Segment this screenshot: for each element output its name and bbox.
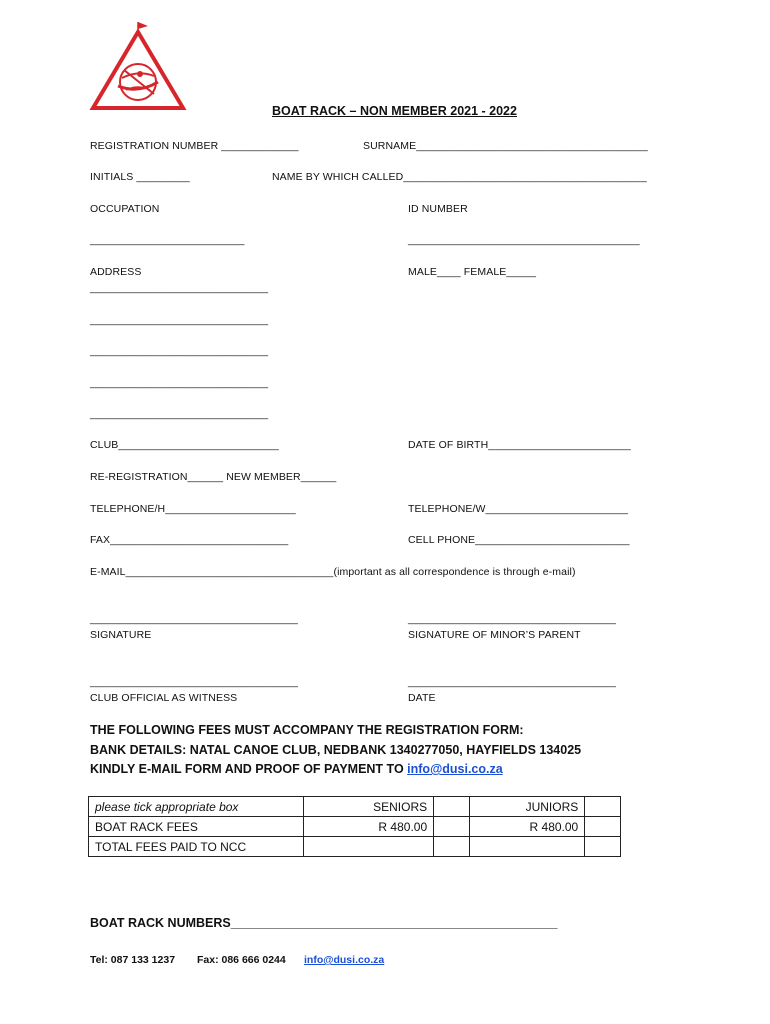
table-cell[interactable]: [469, 837, 584, 857]
club-field[interactable]: CLUB___________________________: [90, 439, 279, 451]
address-line[interactable]: ______________________________: [90, 377, 269, 389]
tick-box[interactable]: [434, 817, 470, 837]
email-link[interactable]: info@dusi.co.za: [407, 762, 503, 776]
tick-box[interactable]: [585, 817, 621, 837]
address-line[interactable]: ______________________________: [90, 408, 269, 420]
surname-field[interactable]: SURNAME_______________________________________: [363, 140, 648, 152]
male-female-field[interactable]: MALE____ FEMALE_____: [408, 266, 537, 278]
logo-text: IDUTSIE NATAL KANU CLUB: [104, 106, 164, 111]
table-cell: R 480.00: [469, 817, 584, 837]
initials-field[interactable]: INITIALS _________: [90, 171, 190, 183]
table-cell: JUNIORS: [469, 797, 584, 817]
telephone-home-field[interactable]: TELEPHONE/H______________________: [90, 503, 296, 515]
tick-box[interactable]: [585, 837, 621, 857]
registration-type-field[interactable]: RE-REGISTRATION______ NEW MEMBER______: [90, 471, 337, 483]
telephone-work-field[interactable]: TELEPHONE/W________________________: [408, 503, 629, 515]
occupation-label: OCCUPATION: [90, 203, 160, 215]
cell-phone-field[interactable]: CELL PHONE__________________________: [408, 534, 630, 546]
signature-line[interactable]: ___________________________________: [90, 613, 298, 625]
tick-box[interactable]: [585, 797, 621, 817]
table-cell: SENIORS: [304, 797, 434, 817]
witness-signature-line[interactable]: ___________________________________: [90, 676, 298, 688]
bank-details: BANK DETAILS: NATAL CANOE CLUB, NEDBANK 1340277050, HAYFIELDS 134025: [90, 743, 582, 757]
minor-parent-signature-label: SIGNATURE OF MINOR’S PARENT: [408, 629, 581, 641]
club-logo: [88, 20, 188, 116]
date-label: DATE: [408, 692, 436, 704]
name-by-which-called-field[interactable]: NAME BY WHICH CALLED_________________________________________: [272, 171, 647, 183]
table-cell: BOAT RACK FEES: [89, 817, 304, 837]
id-number-field[interactable]: _______________________________________: [408, 234, 640, 246]
email-instruction: [90, 762, 503, 776]
tick-box[interactable]: [434, 837, 470, 857]
email-instruction-text: KINDLY E-MAIL FORM AND PROOF OF PAYMENT TO: [90, 762, 408, 776]
registration-number-field[interactable]: REGISTRATION NUMBER _____________: [90, 140, 299, 152]
table-cell: please tick appropriate box: [89, 797, 304, 817]
table-row: [89, 837, 621, 857]
fees-table: [88, 796, 621, 857]
address-line[interactable]: ______________________________: [90, 345, 269, 357]
fees-notice-heading: THE FOLLOWING FEES MUST ACCOMPANY THE REGISTRATION FORM:: [90, 723, 524, 737]
minor-parent-signature-line[interactable]: ___________________________________: [408, 613, 616, 625]
email-field[interactable]: E-MAIL___________________________________(important as all correspondence is through e-mail): [90, 566, 576, 578]
table-row: [89, 817, 621, 837]
page-title: BOAT RACK – NON MEMBER 2021 - 2022: [272, 104, 517, 118]
table-row: [89, 797, 621, 817]
footer-email-link[interactable]: info@dusi.co.za: [304, 954, 385, 966]
footer-tel: Tel: 087 133 1237: [90, 954, 176, 966]
address-label: ADDRESS: [90, 266, 142, 278]
witness-label: CLUB OFFICIAL AS WITNESS: [90, 692, 238, 704]
footer-fax: Fax: 086 666 0244: [197, 954, 286, 966]
occupation-field[interactable]: __________________________: [90, 234, 245, 246]
address-line[interactable]: ______________________________: [90, 282, 269, 294]
table-cell: TOTAL FEES PAID TO NCC: [89, 837, 304, 857]
signature-label: SIGNATURE: [90, 629, 152, 641]
id-number-label: ID NUMBER: [408, 203, 468, 215]
table-cell: R 480.00: [304, 817, 434, 837]
table-cell[interactable]: [304, 837, 434, 857]
date-of-birth-field[interactable]: DATE OF BIRTH________________________: [408, 439, 631, 451]
tick-box[interactable]: [434, 797, 470, 817]
boat-rack-numbers-field[interactable]: BOAT RACK NUMBERS_______________________________________________: [90, 916, 558, 930]
date-line[interactable]: ___________________________________: [408, 676, 616, 688]
fax-field[interactable]: FAX______________________________: [90, 534, 289, 546]
address-line[interactable]: ______________________________: [90, 314, 269, 326]
